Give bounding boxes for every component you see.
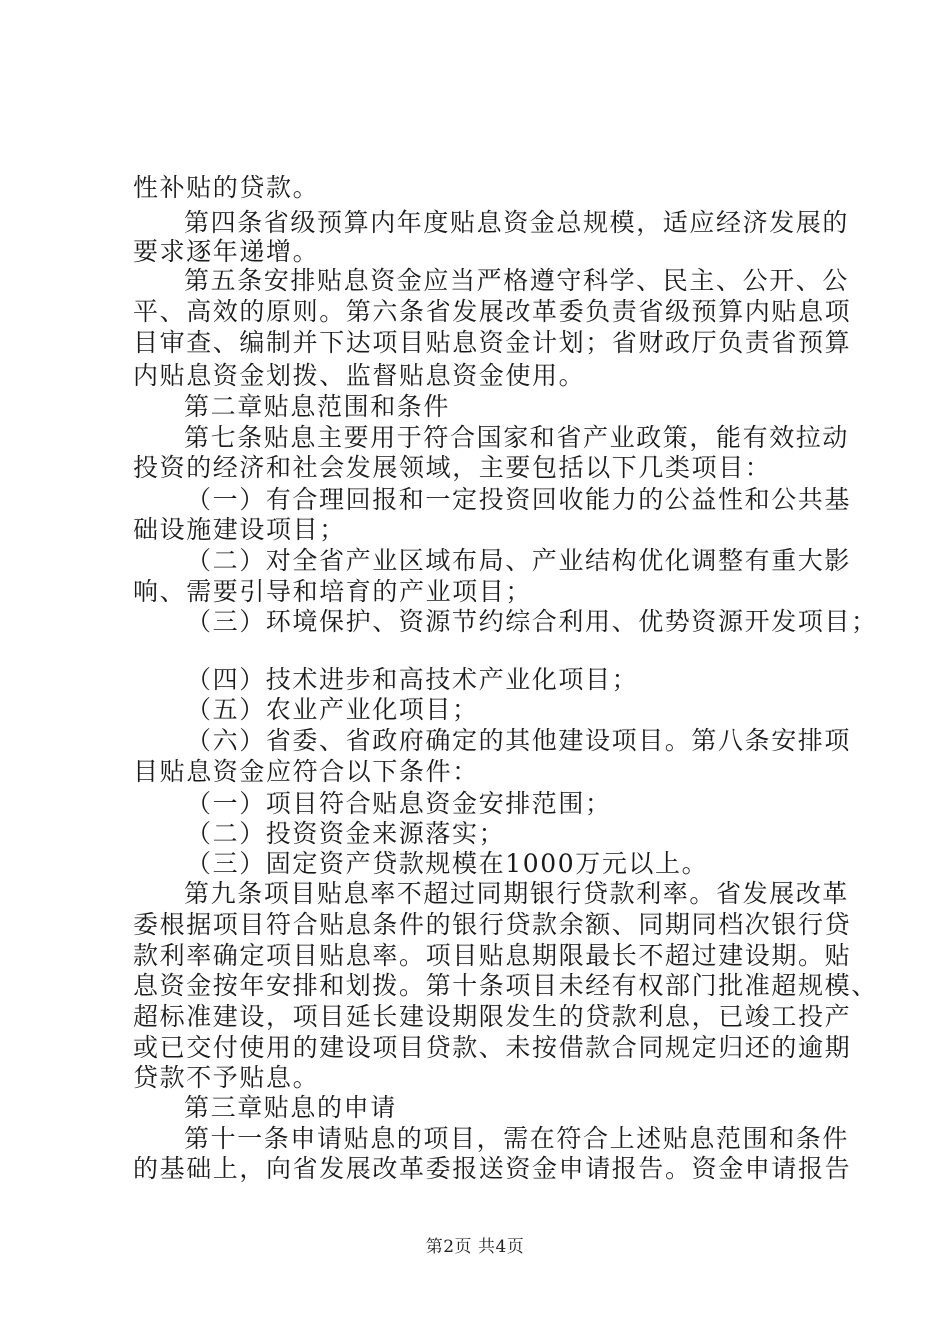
body-line: 要求逐年递增。: [133, 237, 320, 266]
body-line: 或已交付使用的建设项目贷款、未按借款合同规定归还的逾期: [133, 1033, 852, 1062]
body-line: 第十一条申请贴息的项目，需在符合上述贴息范围和条件: [184, 1124, 850, 1153]
body-line: 款利率确定项目贴息率。项目贴息期限最长不超过建设期。贴: [133, 941, 852, 970]
body-line: 响、需要引导和培育的产业项目；: [133, 577, 533, 606]
body-line: 息资金按年安排和划拨。第十条项目未经有权部门批准超规模、: [133, 971, 878, 1000]
list-item: （二）投资资金来源落实；: [186, 819, 506, 848]
list-item: （一）项目符合贴息资金安排范围；: [186, 789, 612, 818]
body-line: 第七条贴息主要用于符合国家和省产业政策，能有效拉动: [184, 423, 850, 452]
list-item: （一）有合理回报和一定投资回收能力的公益性和公共基: [186, 485, 852, 514]
body-line: 第九条项目贴息率不超过同期银行贷款利率。省发展改革: [184, 879, 850, 908]
list-item: （五）农业产业化项目；: [186, 695, 479, 724]
section-heading: 第二章贴息范围和条件: [184, 392, 451, 421]
body-line: 础设施建设项目；: [133, 515, 346, 544]
body-line: 目贴息资金应符合以下条件：: [133, 757, 479, 786]
list-item: （六）省委、省政府确定的其他建设项目。第八条安排项: [186, 726, 852, 755]
body-line: 的基础上，向省发展改革委报送资金申请报告。资金申请报告: [133, 1154, 852, 1183]
body-line: 第五条安排贴息资金应当严格遵守科学、民主、公开、公: [184, 266, 850, 295]
list-item: （三）固定资产贷款规模在1000万元以上。: [186, 849, 709, 878]
body-line: 贷款不予贴息。: [133, 1063, 320, 1092]
body-line: 内贴息资金划拨、监督贴息资金使用。: [133, 361, 586, 390]
list-item: （二）对全省产业区域布局、产业结构优化调整有重大影: [186, 546, 852, 575]
body-line: 委根据项目符合贴息条件的银行贷款余额、同期同档次银行贷: [133, 910, 852, 939]
body-line: 平、高效的原则。第六条省发展改革委负责省级预算内贴息项: [133, 297, 852, 326]
page-number-footer: 第2页 共4页: [425, 1237, 525, 1257]
list-item: （三）环境保护、资源节约综合利用、优势资源开发项目；: [186, 607, 878, 636]
body-line: 性补贴的贷款。: [133, 173, 320, 202]
body-line: 目审查、编制并下达项目贴息资金计划；省财政厅负责省预算: [133, 328, 852, 357]
body-line: 第四条省级预算内年度贴息资金总规模，适应经济发展的: [184, 208, 850, 237]
section-heading: 第三章贴息的申请: [184, 1093, 397, 1122]
body-line: 投资的经济和社会发展领域，主要包括以下几类项目：: [133, 453, 772, 482]
list-item: （四）技术进步和高技术产业化项目；: [186, 665, 639, 694]
body-line: 超标准建设，项目延长建设期限发生的贷款利息，已竣工投产: [133, 1002, 852, 1031]
